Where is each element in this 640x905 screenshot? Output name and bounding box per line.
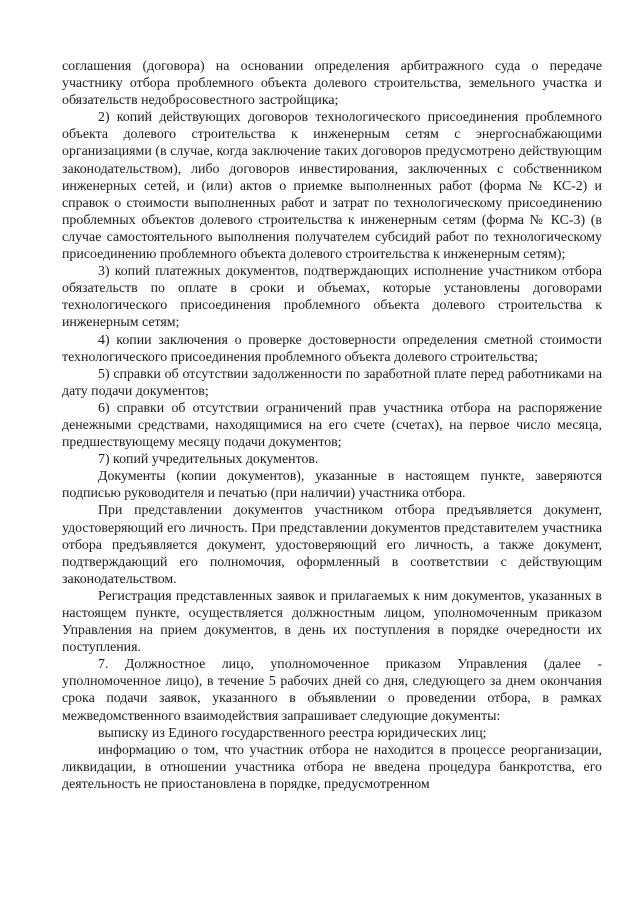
- paragraph-item-4: 4) копии заключения о проверке достоверности определения сметной стоимости технологического присоединения проблемного объекта долевого строительства;: [62, 332, 602, 365]
- paragraph-item-7: 7) копий учредительных документов.: [98, 452, 319, 468]
- paragraph-registration: Регистрация представленных заявок и прилагаемых к ним документов, указанных в настоящем пункте, осуществляется должностным лицом, уполномоченным приказом Управления на прием документов, в день их поступления в порядке очередности их поступления.: [62, 588, 602, 656]
- paragraph-continuation: соглашения (договора) на основании определения арбитражного суда о передаче участнику отбора проблемного объекта долевого строительства, земельного участка и обязательств недобросовестного застройщика;: [62, 59, 602, 109]
- paragraph-egrul-extract: выписку из Единого государственного реестра юридических лиц;: [98, 725, 487, 741]
- paragraph-item-2: 2) копий действующих договоров технологического присоединения проблемного объекта долевого строительства к инженерным сетям с энергоснабжающими организациями (в случае, когда заключение таких договоров предусмотрено действующим законодательством), либо договоров инвестирования, заключенных с собственником инженерных сетей, и (или) актов о приемке выполненных работ (форма № КС-2) и справок о стоимости выполненных работ и затрат по технологическому присоединению проблемных объектов долевого строительства к инженерным сетям (форма № КС-3) (в случае самостоятельного выполнения получателем субсидий работ по технологическому присоединению проблемного объекта долевого строительства к инженерным сетям);: [62, 110, 602, 263]
- paragraph-section-7: 7. Должностное лицо, уполномоченное приказом Управления (далее - уполномоченное лицо), в течение 5 рабочих дней со дня, следующего за днем окончания срока подачи заявок, указанного в объявлении о проведении отбора, в рамках межведомственного взаимодействия запрашивает следующие документы:: [62, 657, 602, 724]
- paragraph-reorganization-info: информацию о том, что участник отбора не находится в процессе реорганизации, ликвидации, в отношении участника отбора не введена процедура банкротства, его деятельность не приостановлена в порядке, предусмотренном: [62, 742, 602, 792]
- paragraph-item-6: 6) справки об отсутствии ограничений прав участника отбора на распоряжение денежными средствами, находящимися на его счете (счетах), на первое число месяца, предшествующему месяцу подачи документов;: [62, 400, 602, 451]
- paragraph-item-5: 5) справки об отсутствии задолженности по заработной плате перед работниками на дату подачи документов;: [62, 366, 602, 399]
- paragraph-certification: Документы (копии документов), указанные в настоящем пункте, заверяются подписью руководителя и печатью (при наличии) участника отбора.: [62, 469, 602, 502]
- paragraph-item-3: 3) копий платежных документов, подтверждающих исполнение участником отбора обязательств по оплате в сроки и объемах, которые установлены договорами технологического присоединения проблемного объекта долевого строительства к инженерным сетям;: [62, 264, 602, 331]
- paragraph-identity-documents: При представлении документов участником отбора предъявляется документ, удостоверяющий его личность. При представлении документов представителем участника отбора предъявляется документ, удостоверяющий его личность, а также документ, подтверждающий его полномочия, оформленный в соответствии с действующим законодательством.: [62, 503, 602, 587]
- document-page: [62, 58, 602, 793]
